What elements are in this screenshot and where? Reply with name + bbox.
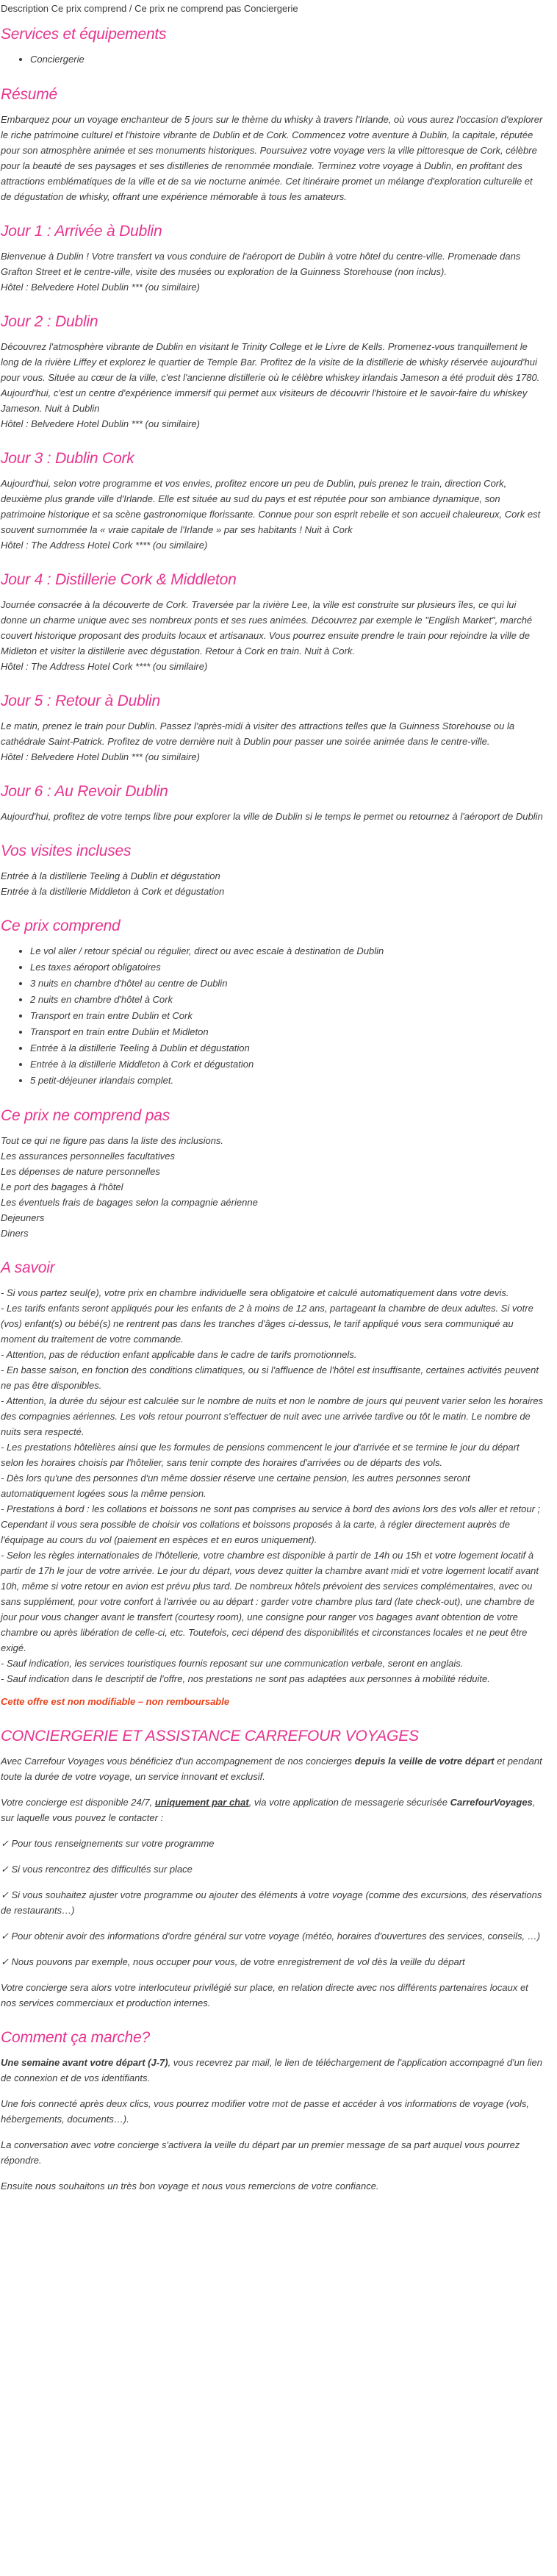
day-2-hotel: Hôtel : Belvedere Hotel Dublin *** (ou similaire)	[1, 418, 200, 429]
day-2-text: Découvrez l'atmosphère vibrante de Dublin en visitant le Trinity College et le Livre de Kells. Promenez-vous tranquillement le long de la rivière Liffey et explorez le quartier de Temple Bar. Profitez de la visite de la distillerie de whisky réservée aujourd'hui pour vous. Située au cœur de la ville, c'est l'ancienne distillerie où le célèbre whiskey irlandais Jameson a été produit dès 1780. Aujourd'hui, c'est un centre d'expérience immersif qui permet aux visiteurs de découvrir l'histoire et le savoir-faire du whiskey Jameson. Nuit à Dublin	[1, 341, 540, 414]
list-item: - En basse saison, en fonction des conditions climatiques, ou si l'affluence de l'hôtel est insuffisante, certaines activités peuvent ne pas être disponibles.	[1, 1364, 539, 1391]
list-item: - Selon les règles internationales de l'hôtellerie, votre chambre est disponible à partir de 14h ou 15h et votre logement locatif à partir de 17h le jour de votre arrivée. Le jour du départ, vous devez quitter la chambre avant midi et votre logement locatif avant 10h, même si votre retour en avion est prévu plus tard. De nombreux hôtels prévoient des services complémentaires, avec ou sans supplément, pour votre confort à l'arrivée ou au départ : garder votre chambre plus tard (late check-out), une chambre de jour pour vous changer avant le transfert (courtesy room), une consigne pour ranger vos bagages avant obtention de votre chambre ou après libération de celle-ci, etc. Toutefois, ceci dépend des disponibilités et circonstances locales et ne peut être exigé.	[1, 1550, 539, 1653]
list-item: • Entrée à la distillerie Middleton à Cork et dégustation	[30, 1056, 545, 1073]
comment-p2: Une fois connecté après deux clics, vous pourrez modifier votre mot de passe et accéder à vos informations de voyage (vols, hébergements, documents…).	[1, 2098, 529, 2125]
day-3-text: Aujourd'hui, selon votre programme et vos envies, profitez encore un peu de Dublin, puis prenez le train, direction Cork, deuxième plus grande ville d'Irlande. Elle est située au sud du pays et est réputée pour son ambiance dynamique, son patrimoine historique et sa scène gastronomique florissante. Connue pour son esprit rebelle et son accueil chaleureux, Cork est souvent surnommée la « vraie capitale de l'Irlande » par ses habitants ! Nuit à Cork	[1, 478, 541, 535]
day-5-hotel: Hôtel : Belvedere Hotel Dublin *** (ou similaire)	[1, 751, 200, 762]
list-item: • Les taxes aéroport obligatoires	[30, 959, 545, 976]
savoir-list	[1, 1285, 545, 1686]
day-1-hotel: Hôtel : Belvedere Hotel Dublin *** (ou similaire)	[1, 282, 200, 293]
day-6-text: Aujourd'hui, profitez de votre temps libre pour explorer la ville de Dublin si le temps le permet ou retournez à l'aéroport de Dublin	[1, 811, 543, 822]
list-item: Dejeuners	[1, 1212, 45, 1223]
comment-bold: Une semaine avant votre départ (J-7)	[1, 2057, 168, 2068]
list-item: • 5 petit-déjeuner irlandais complet.	[30, 1073, 545, 1089]
comment-p4: Ensuite nous souhaitons un très bon voyage et nous vous remercions de votre confiance.	[1, 2180, 379, 2192]
visites-list	[1, 868, 545, 899]
list-item: • Le vol aller / retour spécial ou régulier, direct ou avec escale à destination de Dublin	[30, 943, 545, 959]
list-item: • Entrée à la distillerie Teeling à Dublin et dégustation	[30, 1040, 545, 1056]
list-item: Diners	[1, 1228, 29, 1239]
services-title: Services et équipements	[1, 26, 167, 43]
conciergerie-availability	[1, 1795, 545, 1825]
day-5-title: Jour 5 : Retour à Dublin	[1, 693, 160, 709]
list-item: - Les prestations hôtelières ainsi que les formules de pensions commencent le jour d'arrivée et se termine le jour du départ selon les horaires choisis par l'hôtelier, sans tenir compte des horaires d'arrivées ou de départs des vols.	[1, 1442, 520, 1468]
day-1-title: Jour 1 : Arrivée à Dublin	[1, 223, 162, 240]
list-item: Tout ce qui ne figure pas dans la liste des inclusions.	[1, 1135, 224, 1146]
resume-title: Résumé	[1, 86, 57, 103]
non-refundable-warning: Cette offre est non modifiable – non remboursable	[1, 1696, 230, 1707]
ne-comprend-title: Ce prix ne comprend pas	[1, 1107, 170, 1124]
resume-text: Embarquez pour un voyage enchanteur de 5 jours sur le thème du whisky à travers l'Irlande, où vous aurez l'occasion d'explorer le riche patrimoine culturel et l'histoire vibrante de Dublin et de Cork. Commencez votre aventure à Dublin, la capitale, réputée pour son atmosphère animée et ses monuments historiques. Poursuivez votre voyage vers la ville pittoresque de Cork, célèbre pour la beauté de ses paysages et ses distilleries de renommée mondiale. Terminez votre voyage à Dublin, en profitant des attractions emblématiques de la ville et de sa vie nocturne animée. Cet itinéraire promet un mélange d'exploration culturelle et de dégustation de whisky, offrant une expérience mémorable à tous les amateurs.	[1, 114, 543, 202]
intro-text: Avec Carrefour Voyages vous bénéficiez d'un accompagnement de nos concierges	[1, 1756, 355, 1767]
day-3-hotel: Hôtel : The Address Hotel Cork **** (ou similaire)	[1, 540, 208, 551]
conciergerie-outro: Votre concierge sera alors votre interlocuteur privilégié sur place, en relation directe avec nos différents partenaires locaux et nos services commerciaux et production internes.	[1, 1982, 528, 2008]
conciergerie-intro	[1, 1753, 545, 1784]
day-6-title: Jour 6 : Au Revoir Dublin	[1, 783, 168, 800]
list-item: • 2 nuits en chambre d'hôtel à Cork	[30, 992, 545, 1008]
comment-title: Comment ça marche?	[1, 2029, 150, 2046]
check-item: ✓ Si vous rencontrez des difficultés sur place	[1, 1864, 193, 1875]
conciergerie-title: CONCIERGERIE ET ASSISTANCE CARREFOUR VOYAGES	[1, 1728, 419, 1745]
availability-text: Votre concierge est disponible 24/7,	[1, 1797, 155, 1808]
list-item: - Attention, pas de réduction enfant applicable dans le cadre de tarifs promotionnels.	[1, 1349, 357, 1360]
list-item: Le port des bagages à l'hôtel	[1, 1181, 123, 1192]
availability-text-mid: , via votre application de messagerie sécurisée	[248, 1797, 450, 1808]
comprend-list	[1, 943, 545, 1089]
list-item: • Transport en train entre Dublin et Cork	[30, 1008, 545, 1024]
description-tabs-line: Description Ce prix comprend / Ce prix ne comprend pas Conciergerie	[1, 3, 298, 14]
check-item: ✓ Pour obtenir avoir des informations d'ordre général sur votre voyage (météo, horaires d'ouvertures des services, conseils, …)	[1, 1931, 541, 1942]
list-item: - Dès lors qu'une des personnes d'un même dossier réserve une certaine pension, les autres personnes seront automatiquement logées sous la même pension.	[1, 1473, 470, 1499]
list-item: - Sauf indication, les services touristiques fournis reposant sur une communication verbale, seront en anglais.	[1, 1658, 464, 1669]
ne-comprend-list	[1, 1133, 545, 1241]
savoir-title: A savoir	[1, 1259, 55, 1276]
list-item: • Transport en train entre Dublin et Midleton	[30, 1024, 545, 1040]
list-item: Entrée à la distillerie Teeling à Dublin et dégustation	[1, 870, 220, 881]
list-item: Les dépenses de nature personnelles	[1, 1166, 160, 1177]
comment-p1	[1, 2055, 545, 2086]
list-item: - Si vous partez seul(e), votre prix en chambre individuelle sera obligatoire et calculé automatiquement dans votre devis.	[1, 1287, 509, 1298]
comprend-title: Ce prix comprend	[1, 917, 121, 934]
day-4-title: Jour 4 : Distillerie Cork & Middleton	[1, 571, 237, 588]
list-item: • 3 nuits en chambre d'hôtel au centre de Dublin	[30, 976, 545, 992]
comment-section	[1, 2055, 545, 2194]
intro-bold: depuis la veille de votre départ	[354, 1756, 495, 1767]
list-item: Les éventuels frais de bagages selon la compagnie aérienne	[1, 1197, 258, 1208]
day-4-text: Journée consacrée à la découverte de Cork. Traversée par la rivière Lee, la ville est construite sur plusieurs îles, ce qui lui donne un charme unique avec ses nombreux ponts et ses rues animées. Découvrez par exemple le "English Market", marché couvert historique proposant des produits locaux et artisanaux. Vous pourrez ensuite prendre le train pour rejoindre la ville de Midleton et visiter la distillerie avec dégustation. Retour à Cork en train. Nuit à Cork.	[1, 599, 533, 656]
check-item: ✓ Pour tous renseignements sur votre programme	[1, 1838, 215, 1849]
check-item: ✓ Si vous souhaitez ajuster votre programme ou ajouter des éléments à votre voyage (comme des excursions, des réservations de restaurants…)	[1, 1889, 542, 1916]
list-item: - Prestations à bord : les collations et boissons ne sont pas comprises au service à bord des avions lors des vols aller et retour ; Cependant il vous sera possible de choisir vos collations et boissons proposés à la carte, à régler directement auprès de l'équipage au cours du vol (paiement en espèces et en euros uniquement).	[1, 1503, 541, 1545]
list-item: Les assurances personnelles facultatives	[1, 1151, 176, 1162]
day-1-text: Bienvenue à Dublin ! Votre transfert va vous conduire de l'aéroport de Dublin à votre hôtel du centre-ville. Promenade dans Grafton Street et le centre-ville, visite des musées ou exploration de la Guinness Storehouse (non inclus).	[1, 251, 521, 277]
comment-p3: La conversation avec votre concierge s'activera la veille du départ par un premier message de sa part auquel vous pourrez répondre.	[1, 2139, 520, 2166]
day-2-title: Jour 2 : Dublin	[1, 313, 98, 330]
day-3-title: Jour 3 : Dublin Cork	[1, 450, 134, 467]
availability-text-end: , sur laquelle vous pouvez le contacter :	[1, 1797, 536, 1823]
conciergerie-section	[1, 1753, 545, 2011]
day-5-text: Le matin, prenez le train pour Dublin. Passez l'après-midi à visiter des attractions telles que la Guinness Storehouse ou la cathédrale Saint-Patrick. Profitez de votre dernière nuit à Dublin pour passer une soirée animée dans le centre-ville.	[1, 720, 515, 747]
visites-title: Vos visites incluses	[1, 842, 132, 859]
day-4-hotel: Hôtel : The Address Hotel Cork **** (ou similaire)	[1, 661, 208, 672]
intro-text-end: et pendant toute la durée de votre voyage, un service innovant et exclusif.	[1, 1756, 542, 1782]
check-item: ✓ Nous pouvons par exemple, nous occuper pour vous, de votre enregistrement de vol dès la veille du départ	[1, 1956, 465, 1967]
list-item: Entrée à la distillerie Middleton à Cork et dégustation	[1, 886, 225, 897]
services-list	[1, 51, 545, 68]
list-item: - Les tarifs enfants seront appliqués pour les enfants de 2 à moins de 12 ans, partageant la chambre de deux adultes. Si votre (vos) enfant(s) ou bébé(s) ne rentrent pas dans les tranches d'âges ci-dessus, le tarif appliqué vous sera communiqué au moment du traitement de votre commande.	[1, 1303, 533, 1345]
comment-text: , vous recevrez par mail, le lien de téléchargement de l'application accompagné d'un lien de connexion et de vos identifiants.	[1, 2057, 542, 2083]
list-item: • Conciergerie	[30, 51, 545, 68]
availability-underline: uniquement par chat	[154, 1797, 249, 1808]
list-item: - Sauf indication dans le descriptif de l'offre, nos prestations ne sont pas adaptées aux personnes à mobilité réduite.	[1, 1673, 490, 1684]
app-name: CarrefourVoyages	[450, 1797, 533, 1808]
list-item: - Attention, la durée du séjour est calculée sur le nombre de nuits et non le nombre de jours qui peuvent varier selon les horaires des compagnies aériennes. Les vols retour pourront s'effectuer de nuit avec une arrivée tardive ou tôt le matin. Le nombre de nuits sera respecté.	[1, 1395, 544, 1437]
